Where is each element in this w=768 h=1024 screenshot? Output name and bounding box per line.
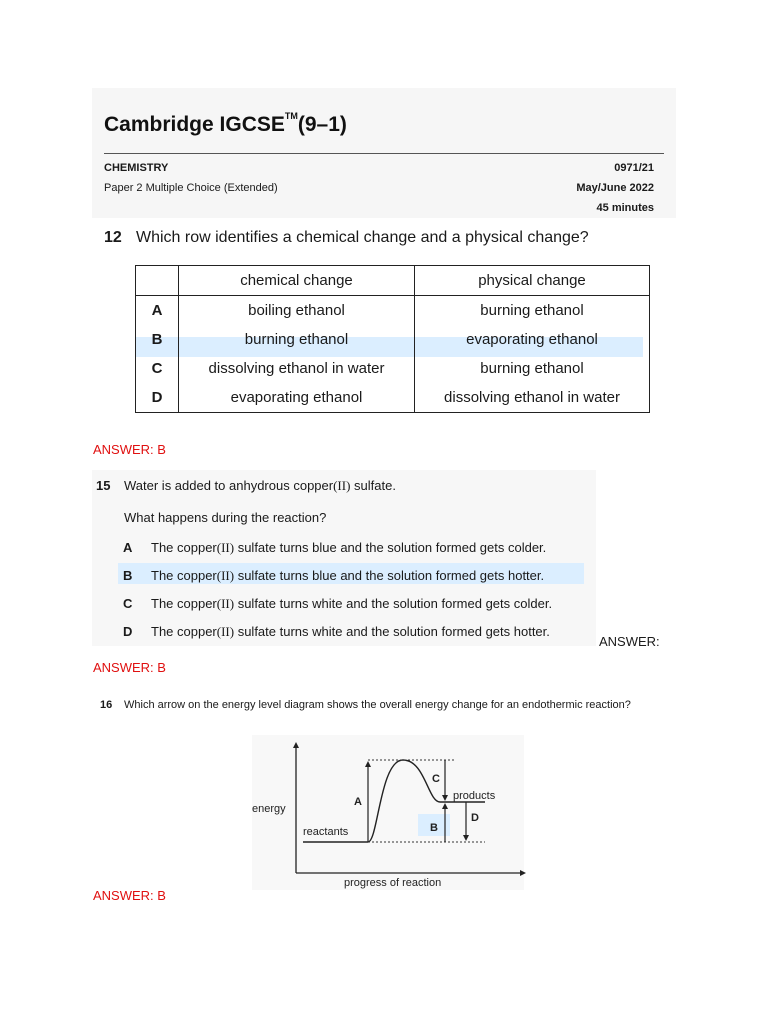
question-15-prompt: What happens during the reaction? <box>124 510 327 525</box>
physical-change-cell: burning ethanol <box>415 296 650 326</box>
arrow-b-label: B <box>430 822 438 834</box>
progress-axis-label: progress of reaction <box>344 877 442 889</box>
table-header-cell: physical change <box>415 266 650 296</box>
physical-change-cell: burning ethanol <box>415 354 650 383</box>
paper-code: 0971/21 <box>614 162 654 174</box>
chemical-change-cell: dissolving ethanol in water <box>179 354 415 383</box>
grade-scale: (9–1) <box>297 113 347 136</box>
arrow-c-label: C <box>432 773 440 785</box>
products-label: products <box>453 790 496 802</box>
question-12-number: 12 <box>104 229 122 246</box>
arrow-a-label: A <box>354 796 362 808</box>
question-15-number: 15 <box>96 478 111 493</box>
chemical-change-cell: evaporating ethanol <box>179 383 415 413</box>
energy-axis-label: energy <box>252 803 286 815</box>
arrow-d-label: D <box>471 812 479 824</box>
question-12-answer: ANSWER: B <box>93 442 166 457</box>
option-letter: A <box>123 540 133 555</box>
chemical-change-cell: boiling ethanol <box>179 296 415 326</box>
reactants-label: reactants <box>303 826 349 838</box>
subject-label: CHEMISTRY <box>104 162 169 174</box>
trademark-mark: TM <box>284 111 298 121</box>
table-header-cell: chemical change <box>179 266 415 296</box>
option-text: The copper(II) sulfate turns blue and the solution formed gets hotter. <box>151 568 545 583</box>
answer-label: ANSWER: <box>599 634 660 649</box>
exam-session: May/June 2022 <box>576 182 654 194</box>
row-letter: D <box>136 383 179 413</box>
question-16-text: Which arrow on the energy level diagram shows the overall energy change for an endothermic reaction? <box>124 699 631 711</box>
question-12-text: Which row identifies a chemical change and a physical change? <box>136 229 589 246</box>
row-letter: B <box>136 325 179 354</box>
chemical-change-cell: burning ethanol <box>179 325 415 354</box>
option-letter: B <box>123 568 133 583</box>
row-letter: C <box>136 354 179 383</box>
physical-change-cell: dissolving ethanol in water <box>415 383 650 413</box>
option-letter: C <box>123 596 133 611</box>
question-16-number: 16 <box>100 699 113 711</box>
option-letter: D <box>123 624 133 639</box>
stem-part: Water is added to anhydrous copper(II) sulfate. <box>124 478 396 493</box>
question-16-answer: ANSWER: B <box>93 888 166 903</box>
brand-text: Cambridge IGCSE <box>104 113 285 136</box>
question-15-answer: ANSWER: B <box>93 660 166 675</box>
option-text: The copper(II) sulfate turns white and the solution formed gets colder. <box>151 596 553 611</box>
option-text: The copper(II) sulfate turns white and the solution formed gets hotter. <box>151 624 550 639</box>
paper-title: Paper 2 Multiple Choice (Extended) <box>104 182 278 194</box>
row-letter: A <box>136 296 179 326</box>
physical-change-cell: evaporating ethanol <box>415 325 650 354</box>
option-text: The copper(II) sulfate turns blue and the solution formed gets colder. <box>151 540 547 555</box>
exam-duration: 45 minutes <box>596 202 654 214</box>
